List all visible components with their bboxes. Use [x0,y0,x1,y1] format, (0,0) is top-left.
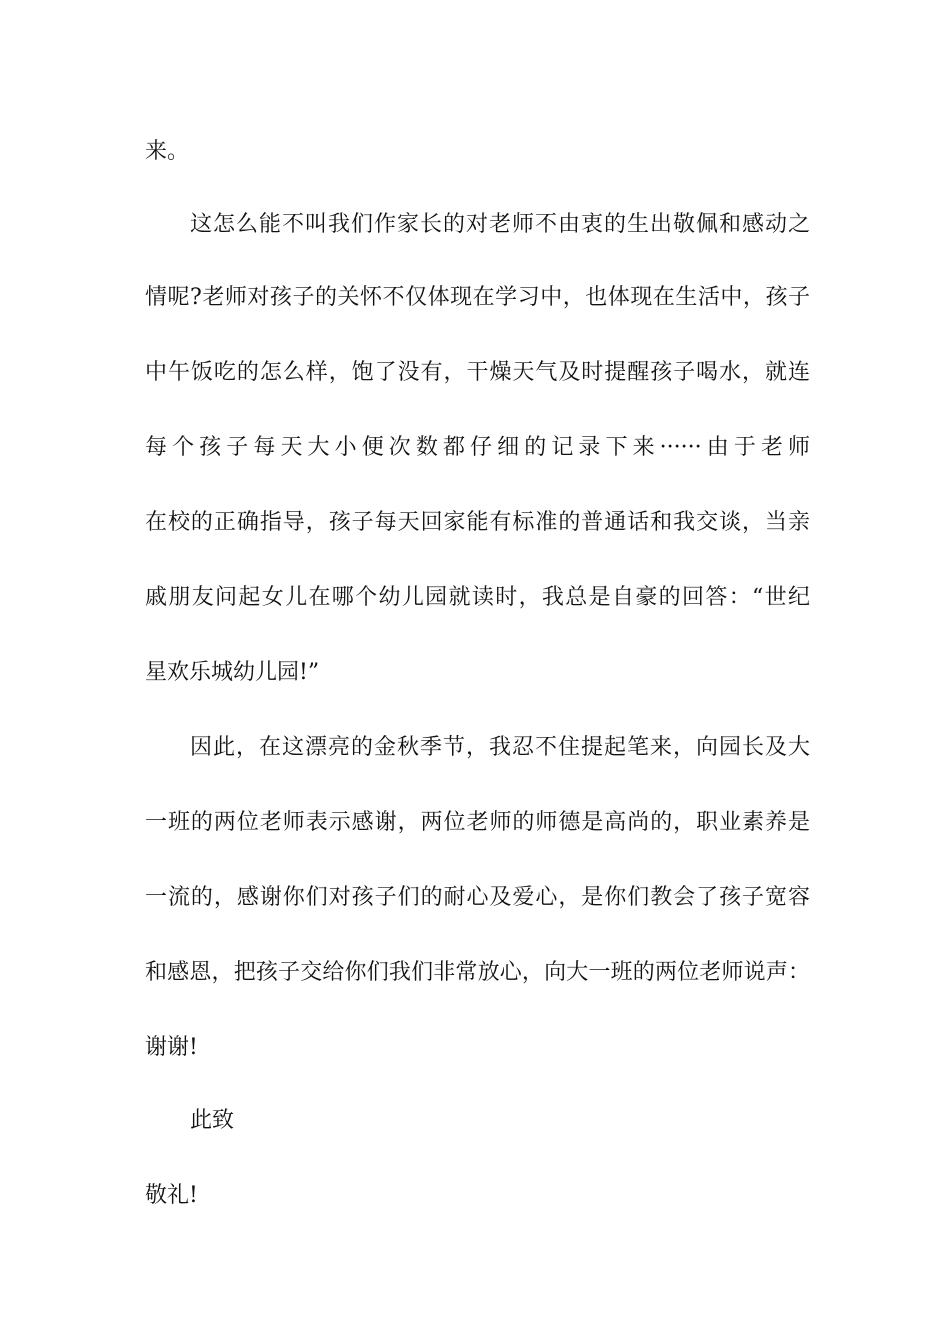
paragraph-line: 在校的正确指导，孩子每天回家能有标准的普通话和我交谈，当亲 [145,510,810,535]
paragraph-line: 一流的，感谢你们对孩子们的耐心及爱心，是你们教会了孩子宽容 [145,885,810,910]
paragraph-line: 和感恩，把孩子交给你们我们非常放心，向大一班的两位老师说声： [145,960,810,985]
paragraph-line: 因此，在这漂亮的金秋季节，我忍不住提起笔来，向园长及大 [190,735,810,760]
closing-salutation: 此致 [190,1108,235,1133]
paragraph-line: 来。 [145,139,190,164]
paragraph-line: 情呢?老师对孩子的关怀不仅体现在学习中，也体现在生活中，孩子 [145,285,810,310]
paragraph-line: 谢谢! [145,1035,198,1060]
paragraph-line: 星欢乐城幼儿园!” [145,660,320,685]
closing-regards: 敬礼! [145,1183,198,1208]
paragraph-line: 这怎么能不叫我们作家长的对老师不由衷的生出敬佩和感动之 [190,212,810,237]
paragraph-line: 每个孩子每天大小便次数都仔细的记录下来······由于老师 [145,435,810,460]
paragraph-line: 戚朋友问起女儿在哪个幼儿园就读时，我总是自豪的回答：“世纪 [145,585,810,610]
paragraph-line: 一班的两位老师表示感谢，两位老师的师德是高尚的，职业素养是 [145,810,810,835]
paragraph-line: 中午饭吃的怎么样，饱了没有，干燥天气及时提醒孩子喝水，就连 [145,360,810,385]
